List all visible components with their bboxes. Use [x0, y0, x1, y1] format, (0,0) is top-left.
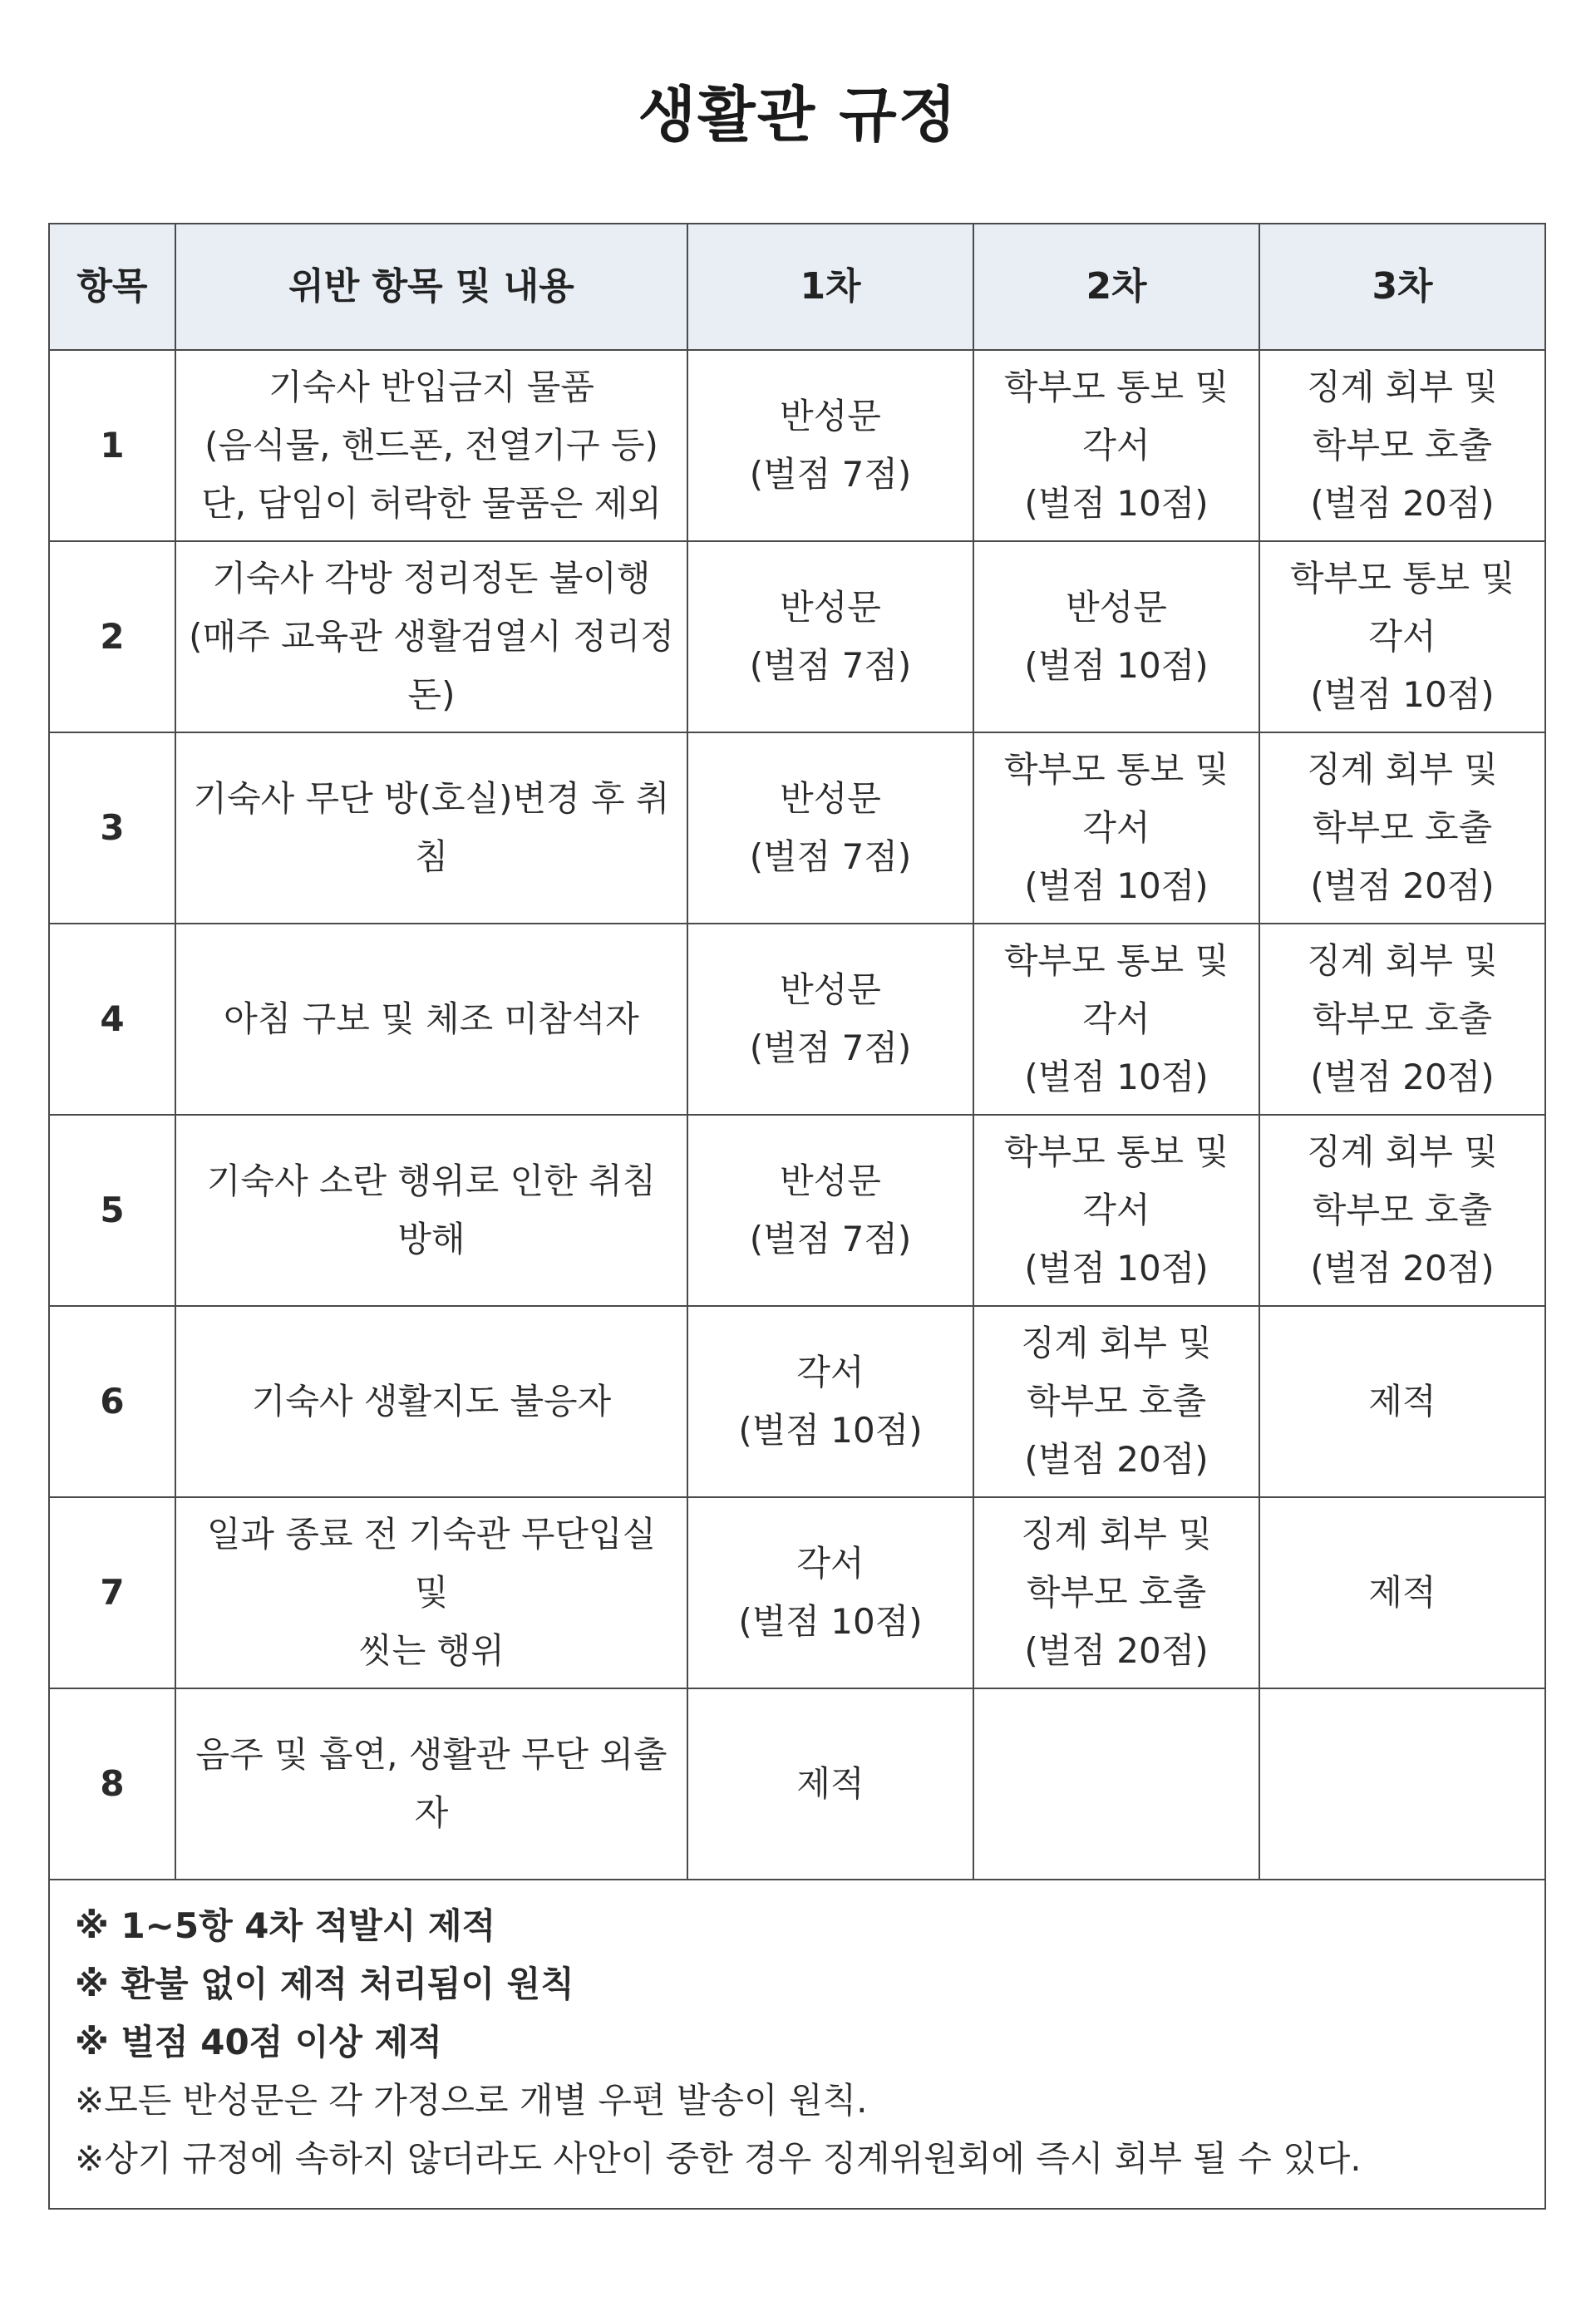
penalty-third-cell-line: 징계 회부 및: [1307, 367, 1498, 407]
penalty-third-cell: [1259, 1497, 1545, 1688]
penalty-first-cell-line: (벌점 10점): [738, 1601, 923, 1642]
penalty-third-cell-line: 학부모 호출: [1312, 425, 1493, 466]
violation-cell-line: 기숙사 각방 정리정돈 불이행: [212, 558, 651, 599]
penalty-first-cell-line: 제적: [796, 1763, 864, 1804]
penalty-third-cell-line: 학부모 호출: [1312, 1190, 1493, 1230]
penalty-first-cell: [687, 1688, 973, 1880]
violation-cell-line: 자: [414, 1792, 449, 1833]
penalty-second-cell-line: (벌점 10점): [1024, 1057, 1209, 1097]
row-number: 2: [49, 541, 175, 732]
penalty-third-cell-line: (벌점 20점): [1310, 865, 1495, 906]
penalty-second-cell-line: 학부모 호출: [1026, 1381, 1207, 1422]
penalty-second-cell-line: (벌점 10점): [1024, 865, 1209, 906]
violation-cell-line: 음주 및 흡연, 생활관 무단 외출: [195, 1734, 667, 1775]
penalty-third-cell-line: 학부모 통보 및: [1289, 558, 1515, 599]
penalty-first-cell: [687, 1497, 973, 1688]
penalty-third-cell-line: 각서: [1368, 616, 1436, 657]
violation-cell: [175, 350, 687, 541]
penalty-third-cell: [1259, 541, 1545, 732]
penalty-first-cell: [687, 732, 973, 924]
table-row: [49, 1115, 1545, 1306]
penalty-second-cell-line: 학부모 통보 및: [1003, 940, 1229, 981]
penalty-second-cell: [973, 350, 1259, 541]
penalty-first-cell-line: (벌점 10점): [738, 1410, 923, 1451]
header-violation: 위반 항목 및 내용: [175, 224, 687, 350]
penalty-first-cell: [687, 924, 973, 1115]
penalty-third-cell: [1259, 1306, 1545, 1497]
penalty-first-cell-line: 반성문: [780, 778, 881, 819]
penalty-first-cell-line: 반성문: [780, 396, 881, 436]
penalty-second-cell-line: (벌점 20점): [1024, 1439, 1209, 1480]
penalty-second-cell: [973, 1306, 1259, 1497]
penalty-first-cell-line: 각서: [796, 1543, 864, 1584]
violation-cell: [175, 1306, 687, 1497]
penalty-first-cell: [687, 1306, 973, 1497]
header-item: 항목: [49, 224, 175, 350]
penalty-second-cell-line: 학부모 통보 및: [1003, 1131, 1229, 1172]
penalty-second-cell: [973, 1497, 1259, 1688]
violation-cell: [175, 924, 687, 1115]
penalty-third-cell-line: 제적: [1368, 1381, 1436, 1422]
penalty-second-cell-line: (벌점 10점): [1024, 483, 1209, 524]
row-number: 3: [49, 732, 175, 924]
violation-cell-line: (매주 교육관 생활검열시 정리정: [189, 616, 674, 657]
violation-cell-line: (음식물, 핸드폰, 전열기구 등): [204, 425, 658, 466]
penalty-third-cell: [1259, 924, 1545, 1115]
table-row: [49, 541, 1545, 732]
penalty-third-cell-line: (벌점 20점): [1310, 483, 1495, 524]
table-row: [49, 924, 1545, 1115]
rules-table: [48, 223, 1546, 2210]
violation-cell-line: 아침 구보 및 체조 미참석자: [224, 998, 639, 1039]
penalty-second-cell-line: 각서: [1082, 425, 1150, 466]
penalty-first-cell-line: 각서: [796, 1352, 864, 1392]
penalty-first-cell: [687, 541, 973, 732]
table-row: [49, 1688, 1545, 1880]
note-line: ※상기 규정에 속하지 않더라도 사안이 중한 경우 징계위원회에 즉시 회부 될 수 있다.: [75, 2138, 1362, 2179]
penalty-first-cell-line: (벌점 7점): [749, 836, 912, 877]
penalty-second-cell-line: 학부모 호출: [1026, 1572, 1207, 1613]
penalty-first-cell-line: 반성문: [780, 587, 881, 628]
page-title: 생활관 규정: [638, 80, 958, 150]
table-row: [49, 350, 1545, 541]
penalty-second-cell-line: 반성문: [1066, 587, 1167, 628]
penalty-first-cell: [687, 350, 973, 541]
penalty-third-cell-line: 징계 회부 및: [1307, 749, 1498, 790]
row-number: 7: [49, 1497, 175, 1688]
table-row: [49, 1306, 1545, 1497]
penalty-first-cell-line: 반성문: [780, 1160, 881, 1201]
penalty-first-cell-line: 반성문: [780, 969, 881, 1010]
violation-cell: [175, 1688, 687, 1880]
violation-cell-line: 단, 담임이 허락한 물품은 제외: [201, 483, 662, 524]
table-row: [49, 732, 1545, 924]
note-line: ※모든 반성문은 각 가정으로 개별 우편 발송이 원칙.: [75, 2080, 868, 2121]
penalty-third-cell: [1259, 1115, 1545, 1306]
penalty-first-cell-line: (벌점 7점): [749, 1027, 912, 1068]
penalty-second-cell-line: 학부모 통보 및: [1003, 749, 1229, 790]
penalty-third-cell-line: (벌점 10점): [1310, 674, 1495, 715]
notes-cell: [49, 1880, 1545, 2209]
row-number: 4: [49, 924, 175, 1115]
violation-cell-line: 일과 종료 전 기숙관 무단입실 및: [206, 1514, 657, 1613]
rules-body: [49, 350, 1545, 1880]
penalty-second-cell-line: 각서: [1082, 1190, 1150, 1230]
penalty-third-cell-line: 징계 회부 및: [1307, 940, 1498, 981]
note-line: ※ 환불 없이 제적 처리됨이 원칙: [75, 1964, 574, 2004]
row-number: 6: [49, 1306, 175, 1497]
violation-cell-line: 침: [414, 836, 449, 877]
penalty-first-cell: [687, 1115, 973, 1306]
violation-cell-line: 씻는 행위: [358, 1630, 505, 1671]
header-first: 1차: [687, 224, 973, 350]
penalty-second-cell: [973, 541, 1259, 732]
violation-cell: [175, 541, 687, 732]
violation-cell: [175, 1115, 687, 1306]
violation-cell-line: 기숙사 소란 행위로 인한 취침 방해: [206, 1160, 657, 1259]
penalty-second-cell-line: 학부모 통보 및: [1003, 367, 1229, 407]
penalty-third-cell: [1259, 732, 1545, 924]
penalty-third-cell: [1259, 350, 1545, 541]
penalty-second-cell: [973, 1688, 1259, 1880]
header-second: 2차: [973, 224, 1259, 350]
penalty-second-cell: [973, 924, 1259, 1115]
violation-cell-line: 돈): [407, 674, 456, 715]
header-third: 3차: [1259, 224, 1545, 350]
violation-cell-line: 기숙사 반입금지 물품: [268, 367, 594, 407]
row-number: 8: [49, 1688, 175, 1880]
violation-cell: [175, 1497, 687, 1688]
penalty-first-cell-line: (벌점 7점): [749, 645, 912, 686]
penalty-third-cell-line: 제적: [1368, 1572, 1436, 1613]
penalty-third-cell-line: (벌점 20점): [1310, 1057, 1495, 1097]
table-row: [49, 1497, 1545, 1688]
penalty-second-cell-line: 각서: [1082, 807, 1150, 848]
penalty-second-cell-line: (벌점 20점): [1024, 1630, 1209, 1671]
penalty-second-cell-line: (벌점 10점): [1024, 645, 1209, 686]
penalty-second-cell-line: (벌점 10점): [1024, 1248, 1209, 1289]
note-line: ※ 벌점 40점 이상 제적: [75, 2022, 442, 2062]
penalty-third-cell-line: 학부모 호출: [1312, 807, 1493, 848]
penalty-first-cell-line: (벌점 7점): [749, 454, 912, 495]
penalty-second-cell: [973, 732, 1259, 924]
penalty-second-cell-line: 징계 회부 및: [1021, 1323, 1212, 1363]
penalty-third-cell-line: 징계 회부 및: [1307, 1131, 1498, 1172]
note-line: ※ 1~5항 4차 적발시 제적: [75, 1905, 496, 1946]
penalty-third-cell-line: 학부모 호출: [1312, 998, 1493, 1039]
penalty-second-cell: [973, 1115, 1259, 1306]
row-number: 1: [49, 350, 175, 541]
header-row: [49, 224, 1545, 350]
violation-cell: [175, 732, 687, 924]
penalty-second-cell-line: 각서: [1082, 998, 1150, 1039]
row-number: 5: [49, 1115, 175, 1306]
penalty-third-cell: [1259, 1688, 1545, 1880]
violation-cell-line: 기숙사 무단 방(호실)변경 후 취: [193, 778, 670, 819]
penalty-third-cell-line: (벌점 20점): [1310, 1248, 1495, 1289]
violation-cell-line: 기숙사 생활지도 불응자: [251, 1381, 612, 1422]
penalty-first-cell-line: (벌점 7점): [749, 1219, 912, 1259]
notes-row: [49, 1880, 1545, 2209]
penalty-second-cell-line: 징계 회부 및: [1021, 1514, 1212, 1555]
